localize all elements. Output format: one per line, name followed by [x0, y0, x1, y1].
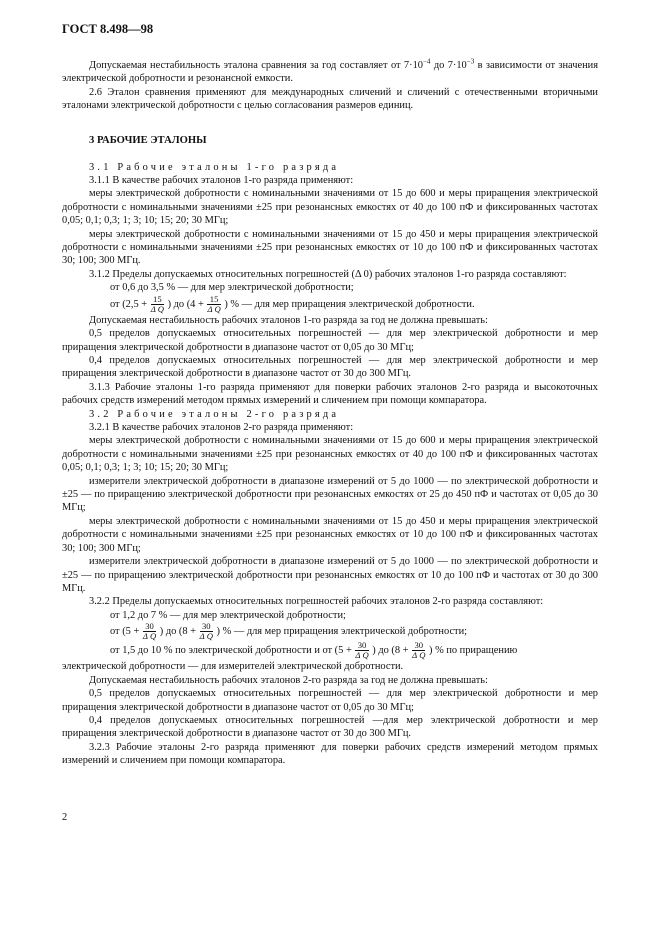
fraction-15-dq: $\frac{15}{\text{Δ Q}}$: [150, 293, 164, 314]
paragraph-3-2-2-a: от 1,2 до 7 % — для мер электрической добротности;: [110, 609, 346, 621]
paragraph-3-2-2-d: Допускаемая нестабильность рабочих эталонов 2-го разряда за год не должна превышать:: [89, 674, 488, 686]
page-number: 2: [62, 812, 68, 823]
paragraph-3-2-1-a: меры электрической добротности с номинальными значениями от 15 до 600 и меры приращения электрической добротности с номинальными значениями ±25 при резонансных емкостях от 40 до 100 пФ и фиксированных частотах 0,05; 0,1; 0,3; 1; 3; 10; 15; 20; 30 МГц;: [62, 435, 598, 474]
paragraph-3-2-2-e: 0,5 пределов допускаемых относительных погрешностей — для мер электрической добротности и мер приращения электрической добротности в диапазоне частот от 0,05 до 30 МГц;: [62, 688, 598, 713]
paragraph-3-1-2-e: 0,4 пределов допускаемых относительных погрешностей — для мер электрической добротности и мер приращения электрической добротности в диапазоне частот от 30 до 300 МГц.: [62, 355, 598, 380]
paragraph-3-2-2: 3.2.2 Пределы допускаемых относительных погрешностей рабочих эталонов 2-го разряда составляют:: [89, 596, 544, 608]
formula-3-2-2-c: от 1,5 до 10 % по электрической добротности и от (5 + $\frac{30}{\text{Δ Q}}$ ) до (8 + $\frac{30}{\text{Δ Q}}$ ) % по приращению: [110, 640, 518, 661]
paragraph-3-1-3: 3.1.3 Рабочие эталоны 1-го разряда применяют для поверки рабочих эталонов 2-го разряда и высокоточных рабочих средств измерений методом прямых измерений и сличением при помощи компаратора.: [62, 381, 598, 407]
paragraph-3-2-1-c: меры электрической добротности с номинальными значениями от 15 до 450 и меры приращения электрической добротности с номинальными значениями ±25 при резонансных емкостях от 10 до 100 пФ и фиксированных частотах 30; 100; 300 МГц;: [62, 515, 598, 554]
paragraph-3-2-3: 3.2.3 Рабочие эталоны 2-го разряда применяют для поверки рабочих средств измерений методом прямых измерений и сличением при помощи компаратора.: [62, 741, 598, 767]
paragraph-3-2-2-c-cont: электрической добротности — для измерителей электрической добротности.: [62, 661, 404, 673]
fraction-30-dq: $\frac{30}{\text{Δ Q}}$: [355, 640, 369, 661]
section-3-title: 3 РАБОЧИЕ ЭТАЛОНЫ: [89, 134, 207, 146]
fraction-15-dq: $\frac{15}{\text{Δ Q}}$: [207, 293, 221, 314]
standard-header: ГОСТ 8.498—98: [62, 22, 154, 36]
subsection-3-2-title: 3.2 Рабочие эталоны 2-го разряда: [89, 408, 340, 420]
paragraph-3-2-1: 3.2.1 В качестве рабочих эталонов 2-го разряда применяют:: [89, 422, 354, 434]
paragraph-3-2-2-f: 0,4 пределов допускаемых относительных погрешностей —для мер электрической добротности и мер приращения электрической добротности в диапазоне частот от 30 до 300 МГц.: [62, 714, 598, 740]
fraction-30-dq: $\frac{30}{\text{Δ Q}}$: [199, 621, 213, 642]
subsection-3-1-title: 3.1 Рабочие эталоны 1-го разряда: [89, 161, 340, 173]
paragraph-3-2-1-b: измерители электрической добротности в диапазоне измерений от 5 до 1000 — по электрической добротности и ±25 — по приращению электрической добротности при резонансных емкостях от 25 до 450 пФ и частотах от 0,05 до 30 МГц;: [62, 475, 598, 514]
formula-3-1-2: от (2,5 + $\frac{15}{\text{Δ Q}}$ ) до (4 + $\frac{15}{\text{Δ Q}}$ ) % — для мер приращения электрической добротности.: [110, 293, 475, 314]
paragraph-3-1-2: 3.1.2 Пределы допускаемых относительных погрешностей (Δ 0) рабочих эталонов 1-го разряда составляют:: [89, 268, 567, 280]
document-page: [62, 22, 598, 768]
paragraph-3-1-1-b: меры электрической добротности с номинальными значениями от 15 до 450 и меры приращения электрической добротности с номинальными значениями ±25 при резонансных емкостях от 10 до 100 пФ и фиксированных частотах 30; 100; 300 МГц.: [62, 228, 598, 267]
paragraph-3-1-1-a: меры электрической добротности с номинальными значениями от 15 до 600 и меры приращения электрической добротности с номинальными значениями ±25 при резонансных емкостях от 40 до 100 пФ и фиксированных частотах 0,05; 0,1; 0,3; 1; 3; 10; 15; 20; 30 МГц;: [62, 188, 598, 227]
paragraph-3-1-2-d: 0,5 пределов допускаемых относительных погрешностей — для мер электрической добротности и мер приращения электрической добротности в диапазоне частот от 0,05 до 30 МГц;: [62, 328, 598, 353]
paragraph-3-1-2-c: Допускаемая нестабильность рабочих эталонов 1-го разряда за год не должна превышать:: [89, 314, 488, 326]
formula-3-2-2-b: от (5 + $\frac{30}{\text{Δ Q}}$ ) до (8 + $\frac{30}{\text{Δ Q}}$ ) % — для мер приращения электрической добротности;: [110, 621, 468, 642]
fraction-30-dq: $\frac{30}{\text{Δ Q}}$: [142, 621, 157, 642]
paragraph-3-2-1-d: измерители электрической добротности в диапазоне измерений от 5 до 1000 — по электрической добротности и ±25 — по приращению электрической добротности при резонансных емкостях от 10 до 100 пФ и частотах от 30 до 300 МГц.: [62, 556, 598, 594]
paragraph-instability-reference: Допускаемая нестабильность эталона сравнения за год составляет от $7\cdot 10^{-4}$ до $7\cdot 10^{-3}$ в зависимости от значения электрической добротности и резонансной емкости.: [62, 57, 598, 85]
paragraph-2-6: 2.6 Эталон сравнения применяют для международных сличений и сличений с отечественными вторичными эталонами электрической добротности с целью согласования размеров единиц.: [62, 86, 598, 112]
fraction-30-dq: $\frac{30}{\text{Δ Q}}$: [412, 640, 426, 661]
paragraph-3-1-1: 3.1.1 В качестве рабочих эталонов 1-го разряда применяют:: [89, 175, 354, 187]
paragraph-3-1-2-a: от 0,6 до 3,5 % — для мер электрической добротности;: [110, 282, 354, 294]
